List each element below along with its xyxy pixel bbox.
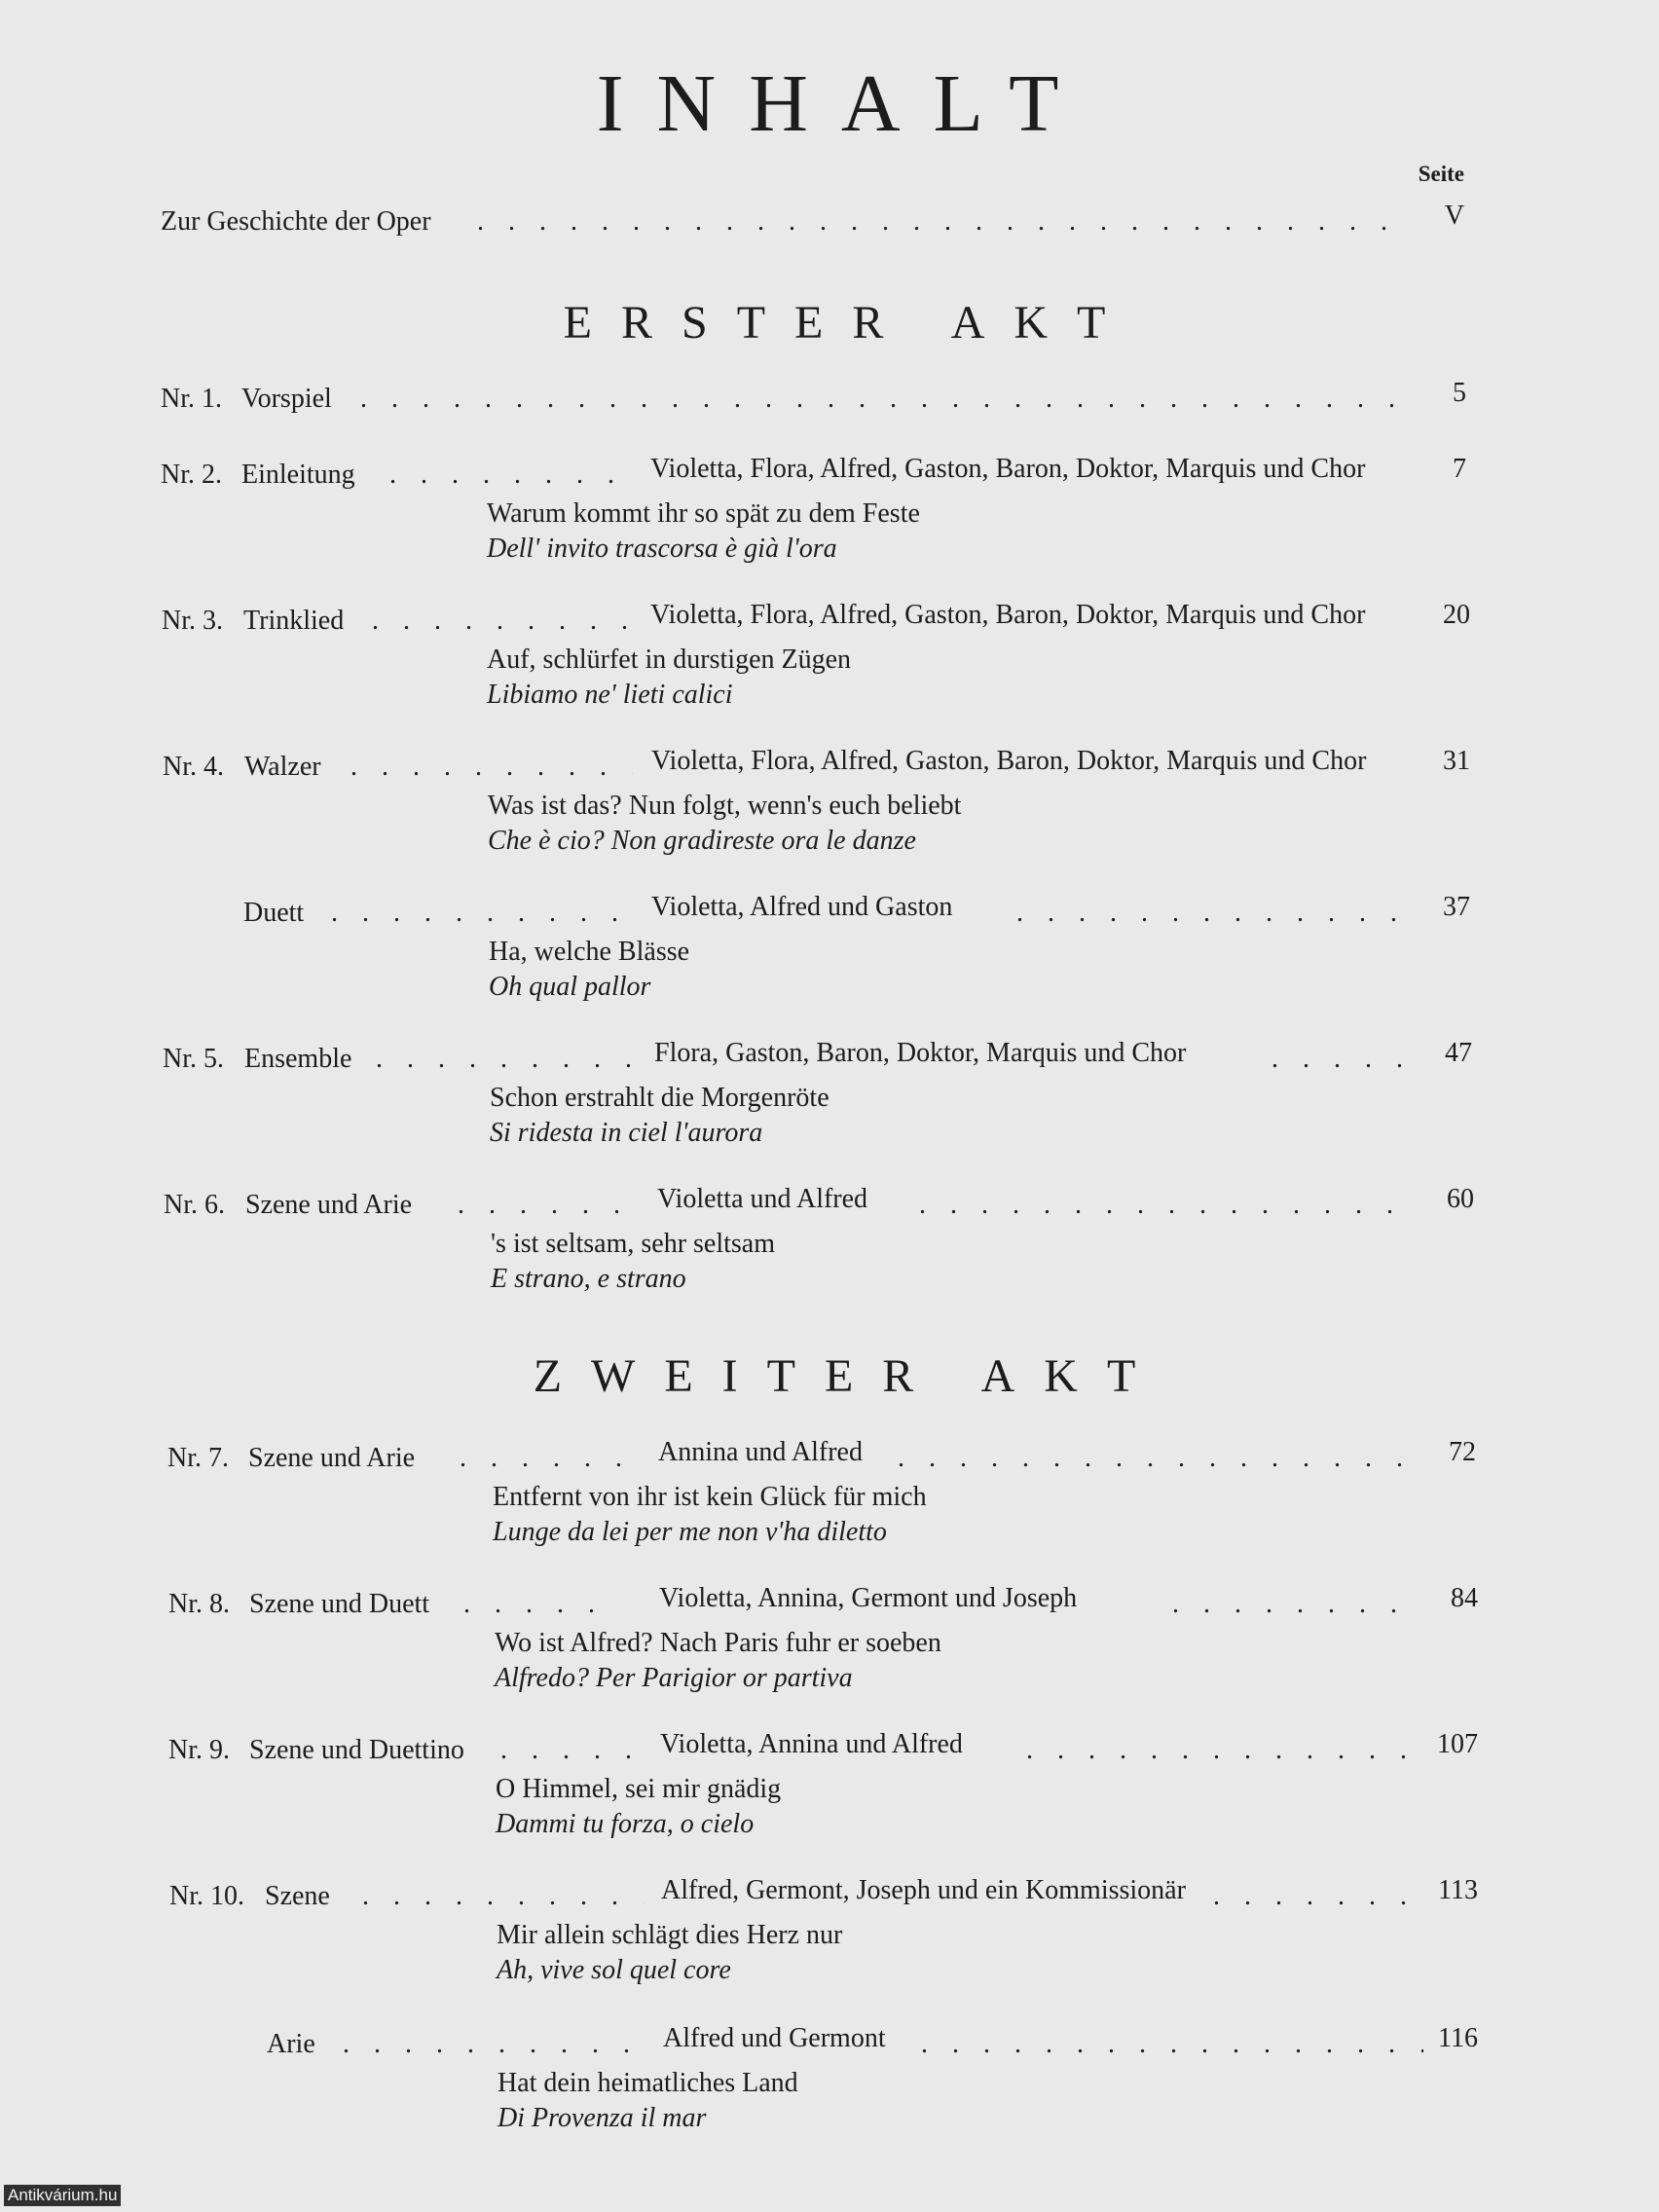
leader-dots	[898, 1443, 1419, 1472]
page-number: 116	[1438, 2023, 1478, 2053]
german-incipit: Mir allein schlägt dies Herz nur	[497, 1920, 843, 1950]
page-number: 72	[1449, 1437, 1476, 1467]
german-incipit: Warum kommt ihr so spät zu dem Feste	[487, 498, 920, 529]
entry-title: Szene und Duett	[249, 1589, 430, 1619]
leader-dots	[463, 1589, 619, 1618]
act-heading-1: ERSTER AKT	[563, 297, 1135, 349]
voices: Violetta, Flora, Alfred, Gaston, Baron, Doktor, Marquis und Chor	[651, 746, 1367, 776]
voices: Violetta, Flora, Alfred, Gaston, Baron, Doktor, Marquis und Chor	[650, 600, 1366, 630]
leader-dots	[343, 2029, 646, 2058]
page-column-label: Seite	[1418, 162, 1464, 186]
entry-number: Nr. 7.	[167, 1443, 229, 1473]
entry-title: Duett	[243, 898, 305, 928]
toc-entry	[0, 1583, 1659, 1706]
entry-title: Szene und Duettino	[249, 1735, 464, 1765]
entry-number: Nr. 1.	[161, 384, 222, 414]
page-number: 5	[1453, 378, 1466, 408]
toc-entry	[0, 454, 1659, 576]
italian-incipit: Alfredo? Per Parigior or partiva	[495, 1663, 853, 1693]
toc-entry	[0, 1038, 1659, 1161]
entry-title: Szene und Arie	[248, 1443, 416, 1473]
entry-title: Arie	[267, 2029, 315, 2059]
leader-dots	[1016, 898, 1414, 927]
voices: Violetta, Annina und Alfred	[660, 1729, 963, 1759]
italian-incipit: E strano, e strano	[491, 1264, 686, 1294]
leader-dots	[1172, 1589, 1421, 1618]
page-number: 7	[1453, 454, 1466, 484]
entry-title: Ensemble	[244, 1044, 352, 1074]
toc-entry	[0, 1437, 1659, 1560]
leader-dots	[362, 1881, 645, 1910]
entry-title: Einleitung	[241, 460, 355, 490]
voices: Flora, Gaston, Baron, Doktor, Marquis und Chor	[654, 1038, 1187, 1068]
german-incipit: Schon erstrahlt die Morgenröte	[490, 1083, 830, 1113]
voices: Annina und Alfred	[658, 1437, 863, 1467]
leader-dots	[477, 206, 1412, 236]
voices: Violetta und Alfred	[657, 1184, 868, 1214]
toc-entry	[0, 892, 1659, 1014]
toc-entry	[0, 2023, 1659, 2146]
leader-dots	[376, 1044, 635, 1073]
german-incipit: Auf, schlürfet in durstigen Zügen	[487, 645, 852, 675]
italian-incipit: Dammi tu forza, o cielo	[496, 1809, 755, 1839]
intro-label: Zur Geschichte der Oper	[161, 206, 431, 237]
leader-dots	[458, 1190, 637, 1219]
page-number: 107	[1437, 1729, 1478, 1759]
page-number: 47	[1445, 1038, 1472, 1068]
entry-number: Nr. 4.	[163, 752, 224, 782]
entry-number: Nr. 2.	[161, 460, 222, 490]
entry-number: Nr. 8.	[168, 1589, 230, 1619]
leader-dots	[389, 460, 633, 489]
leader-dots	[360, 384, 1412, 413]
voices: Alfred und Germont	[663, 2023, 886, 2053]
german-incipit: Entfernt von ihr ist kein Glück für mich	[493, 1482, 927, 1512]
page-number: 20	[1443, 600, 1470, 630]
voices: Violetta, Flora, Alfred, Gaston, Baron, Doktor, Marquis und Chor	[650, 454, 1366, 484]
german-incipit: Wo ist Alfred? Nach Paris fuhr er soeben	[495, 1628, 941, 1658]
italian-incipit: Dell' invito trascorsa è già l'ora	[487, 534, 837, 564]
entry-title: Szene	[265, 1881, 330, 1911]
watermark: Antikvárium.hu	[4, 2185, 121, 2206]
leader-dots	[919, 1190, 1418, 1219]
italian-incipit: Libiamo ne' lieti calici	[487, 680, 733, 710]
leader-dots	[331, 898, 633, 927]
italian-incipit: Si ridesta in ciel l'aurora	[490, 1118, 763, 1148]
leader-dots	[1026, 1735, 1423, 1764]
leader-dots	[921, 2029, 1423, 2058]
entry-number: Nr. 6.	[164, 1190, 225, 1220]
italian-incipit: Che è cio? Non gradireste ora le danze	[488, 826, 916, 856]
entry-title: Walzer	[244, 752, 321, 782]
toc-entry	[0, 1875, 1659, 1998]
leader-dots	[460, 1443, 639, 1472]
voices: Violetta, Alfred und Gaston	[651, 892, 953, 922]
leader-dots	[1213, 1881, 1423, 1910]
page-number: 113	[1438, 1875, 1478, 1905]
german-incipit: Hat dein heimatliches Land	[498, 2068, 798, 2098]
toc-entry	[0, 1184, 1659, 1307]
german-incipit: 's ist seltsam, sehr seltsam	[491, 1229, 776, 1259]
toc-entry	[0, 1729, 1659, 1852]
german-incipit: O Himmel, sei mir gnädig	[496, 1774, 782, 1804]
leader-dots	[500, 1735, 643, 1764]
voices: Alfred, Germont, Joseph und ein Kommissionär	[661, 1875, 1186, 1905]
italian-incipit: Oh qual pallor	[489, 972, 651, 1002]
page-number: 84	[1451, 1583, 1478, 1613]
german-incipit: Ha, welche Blässe	[489, 937, 690, 967]
page-number: V	[1444, 201, 1464, 231]
entry-title: Vorspiel	[241, 384, 332, 414]
voices: Violetta, Annina, Germont und Joseph	[659, 1583, 1078, 1613]
act-heading-2: ZWEITER AKT	[533, 1350, 1165, 1402]
leader-dots	[372, 606, 633, 635]
entry-number: Nr. 5.	[163, 1044, 224, 1074]
page-title: INHALT	[596, 58, 1092, 149]
entry-title: Trinklied	[243, 606, 345, 636]
italian-incipit: Ah, vive sol quel core	[497, 1955, 731, 1985]
toc-entry	[0, 746, 1659, 868]
german-incipit: Was ist das? Nun folgt, wenn's euch beliebt	[488, 791, 962, 821]
toc-entry	[0, 600, 1659, 722]
entry-title: Szene und Arie	[245, 1190, 413, 1220]
page-number: 37	[1443, 892, 1470, 922]
italian-incipit: Lunge da lei per me non v'ha diletto	[493, 1517, 887, 1547]
entry-number: Nr. 10.	[169, 1881, 244, 1911]
entry-number: Nr. 3.	[162, 606, 223, 636]
entry-number: Nr. 9.	[168, 1735, 230, 1765]
leader-dots	[1272, 1044, 1416, 1073]
page-number: 31	[1443, 746, 1470, 776]
italian-incipit: Di Provenza il mar	[498, 2103, 707, 2133]
leader-dots	[350, 752, 633, 781]
page-number: 60	[1447, 1184, 1474, 1214]
